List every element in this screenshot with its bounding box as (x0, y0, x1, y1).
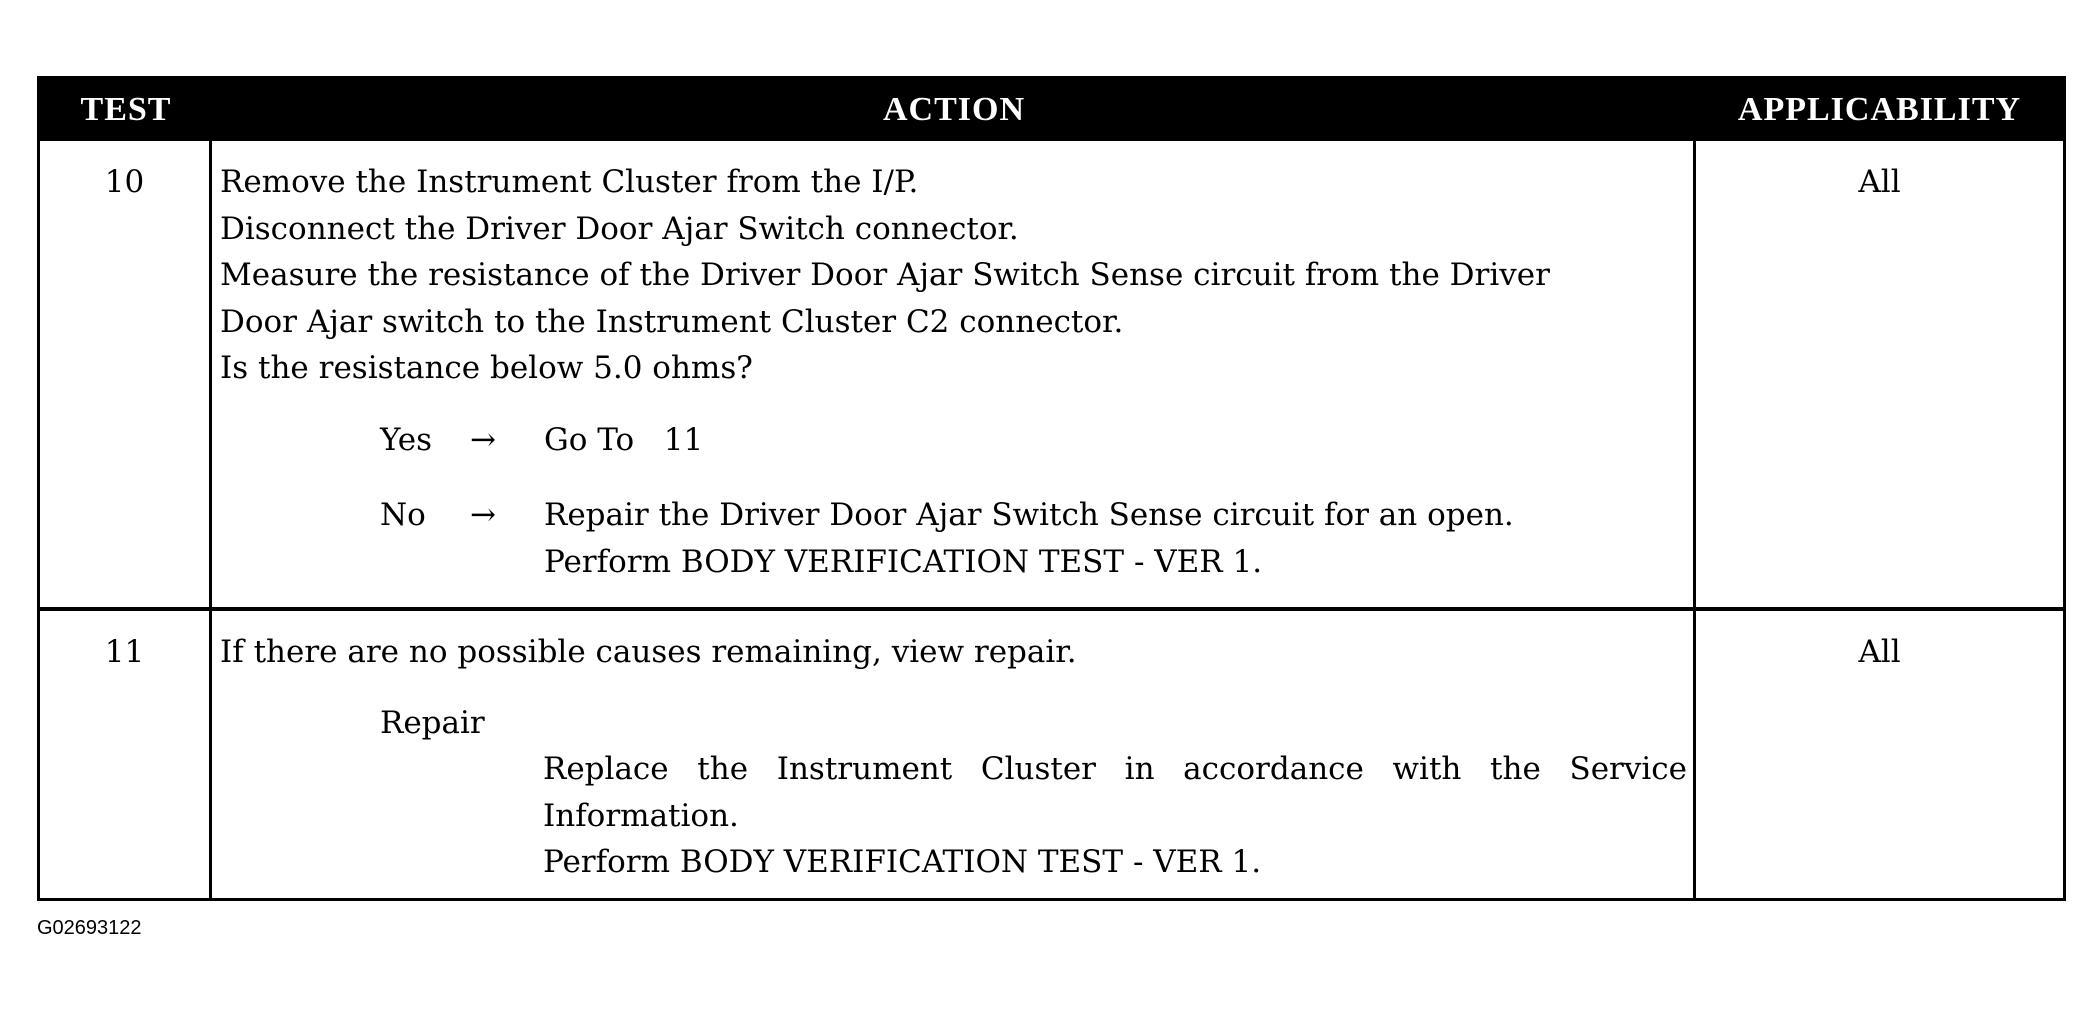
action-line: Measure the resistance of the Driver Door Ajar Switch Sense circuit from the Driver (220, 257, 1550, 293)
test-number: 10 (40, 141, 212, 607)
table-header-row (40, 79, 2063, 141)
yes-result (544, 417, 1687, 464)
applicability-value: All (1858, 634, 1901, 670)
table-row (40, 607, 2063, 898)
no-branch (380, 492, 1687, 585)
yes-label: Yes (380, 421, 433, 458)
action-line: Is the resistance below 5.0 ohms? (220, 350, 753, 386)
applicability-value: All (1858, 164, 1901, 200)
action-cell (212, 611, 1696, 898)
right-arrow-icon: → (470, 497, 496, 533)
diagnostic-test-table (37, 76, 2066, 901)
header-action: ACTION (882, 91, 1026, 128)
repair-line: Perform BODY VERIFICATION TEST - VER 1. (543, 844, 1262, 880)
action-line: Remove the Instrument Cluster from the I/P. (220, 164, 919, 200)
yes-branch (380, 417, 1687, 464)
repair-instructions (543, 746, 1687, 886)
no-result-line: Repair the Driver Door Ajar Switch Sense circuit for an open. (544, 497, 1514, 533)
no-result-line: Perform BODY VERIFICATION TEST - VER 1. (544, 543, 1263, 580)
no-label: No (380, 497, 426, 533)
action-cell (212, 141, 1696, 607)
header-test: TEST (80, 91, 172, 128)
figure-id: G02693122 (37, 917, 142, 939)
repair-line: Replace the Instrument Cluster in accordance with the Service Information. (543, 751, 1687, 834)
test-number: 11 (40, 611, 212, 898)
action-line: If there are no possible causes remaining, view repair. (220, 634, 1077, 670)
right-arrow-icon: → (470, 421, 496, 458)
action-line: Disconnect the Driver Door Ajar Switch connector. (220, 210, 1019, 247)
repair-label: Repair (380, 704, 485, 741)
table-row (40, 141, 2063, 607)
no-result (544, 492, 1687, 585)
yes-result-line: Go To 11 (544, 421, 704, 458)
header-applicability: APPLICABILITY (1737, 91, 2022, 128)
action-line: Door Ajar switch to the Instrument Cluster C2 connector. (220, 303, 1124, 340)
